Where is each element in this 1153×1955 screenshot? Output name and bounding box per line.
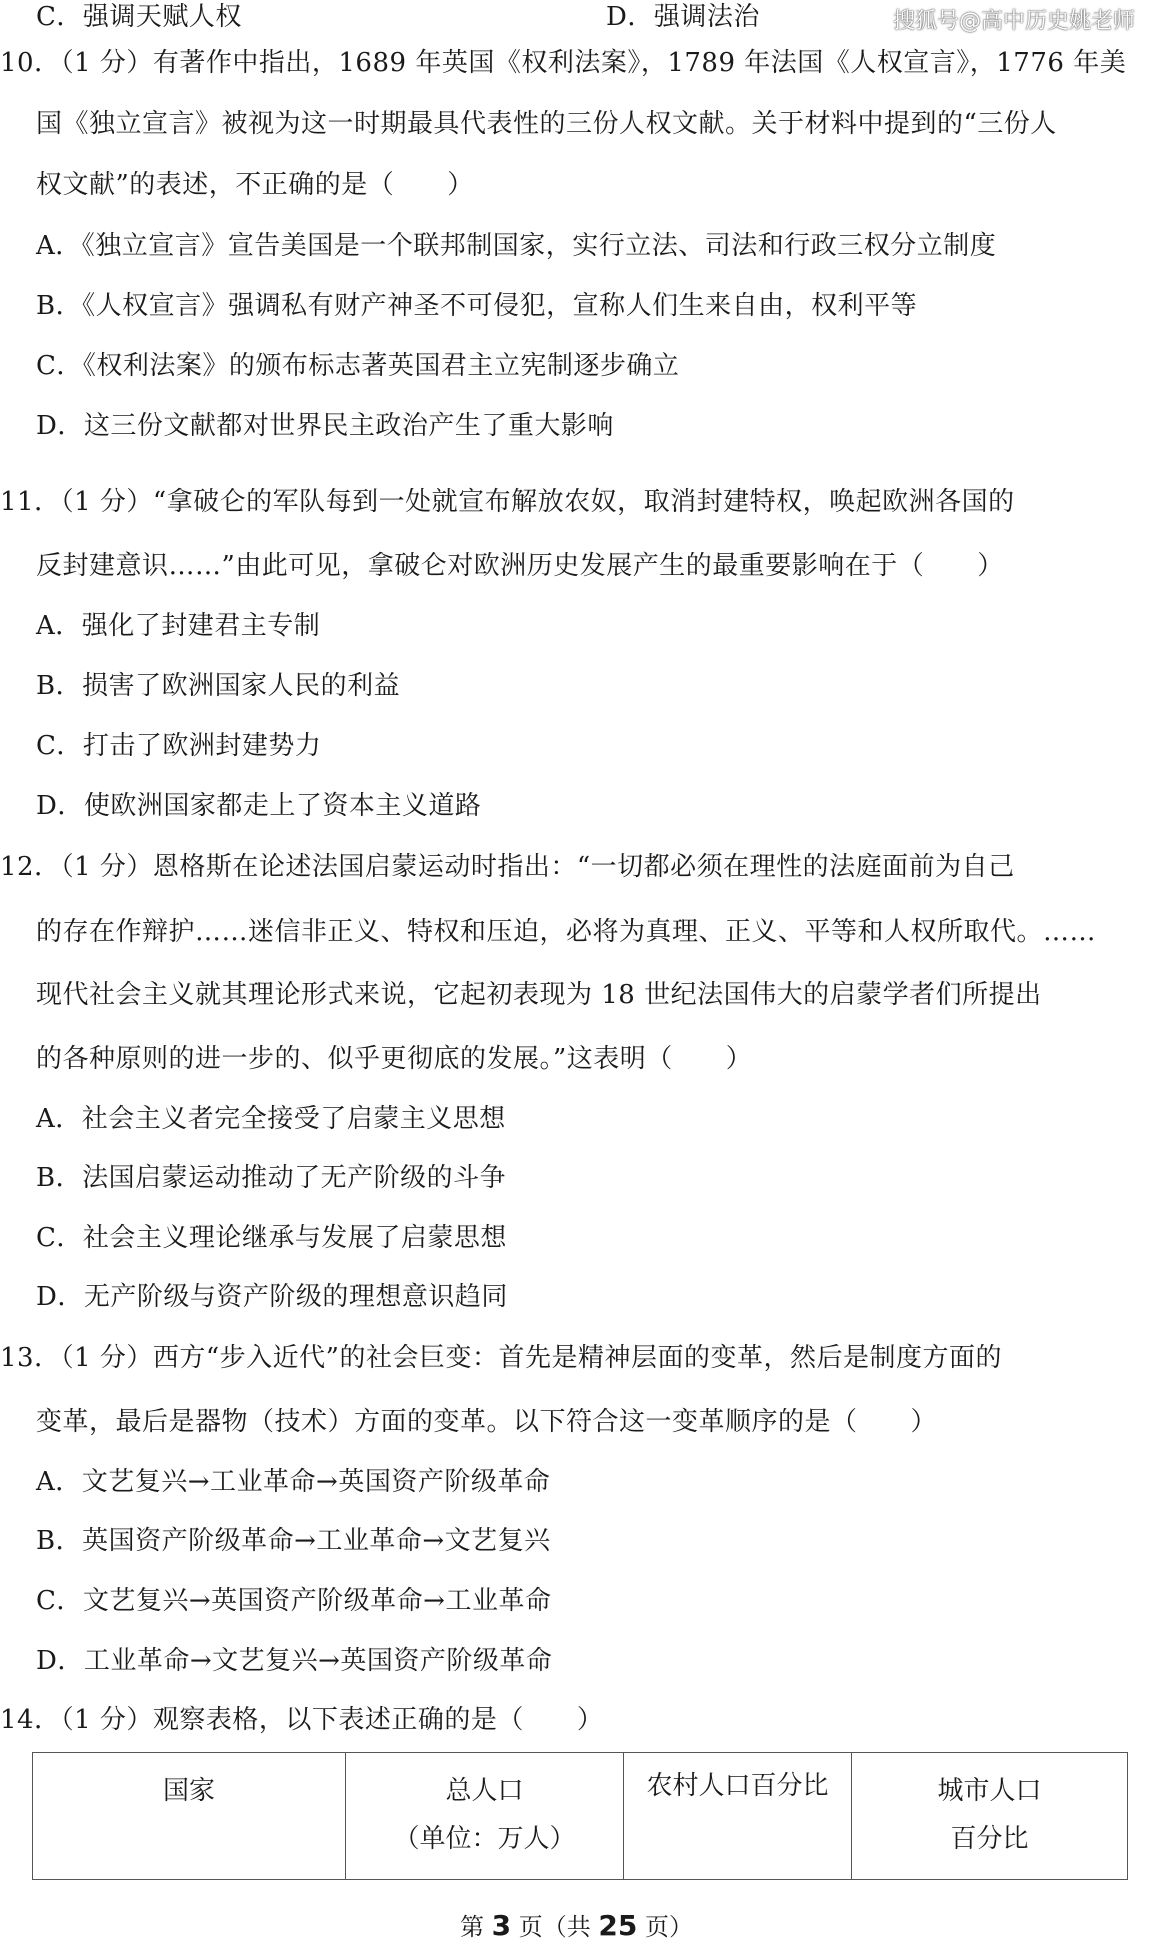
q11-option-b: B．损害了欧洲国家人民的利益 xyxy=(36,671,401,701)
urban-percent-unit: 百分比 xyxy=(950,1824,1029,1854)
q13-option-c: C．文艺复兴→英国资产阶级革命→工业革命 xyxy=(36,1586,552,1616)
q12-option-a: A．社会主义者完全接受了启蒙主义思想 xyxy=(36,1104,506,1134)
q12-stem-line3: 现代社会主义就其理论形式来说，它起初表现为 18 世纪法国伟大的启蒙学者们所提出 xyxy=(36,980,1042,1010)
q10-stem-line2: 国《独立宣言》被视为这一时期最具代表性的三份人权文献。关于材料中提到的“三份人 xyxy=(36,109,1057,139)
footer-page-number: 3 xyxy=(491,1909,512,1942)
table-header-urban-percent xyxy=(852,1753,1128,1880)
urban-percent-label: 城市人口 xyxy=(937,1776,1042,1806)
q13-option-b: B．英国资产阶级革命→工业革命→文艺复兴 xyxy=(36,1526,551,1556)
q12-option-c: C．社会主义理论继承与发展了启蒙思想 xyxy=(36,1223,507,1253)
q12-option-b: B．法国启蒙运动推动了无产阶级的斗争 xyxy=(36,1163,507,1193)
watermark: 搜狐号@高中历史姚老师 xyxy=(892,9,1135,34)
q10-stem-line3: 权文献”的表述，不正确的是（ ） xyxy=(36,170,474,200)
q11-option-c: C．打击了欧洲封建势力 xyxy=(36,731,322,761)
q14-stem-line1: 14．（1 分）观察表格，以下表述正确的是（ ） xyxy=(0,1705,604,1735)
total-population-unit: （单位：万人） xyxy=(393,1824,576,1854)
q13-option-a: A．文艺复兴→工业革命→英国资产阶级革命 xyxy=(36,1467,551,1497)
q13-stem-line1: 13．（1 分）西方“步入近代”的社会巨变：首先是精神层面的变革，然后是制度方面的 xyxy=(0,1343,1002,1373)
option-c-prev: C．强调天赋人权 xyxy=(36,2,242,32)
table-header-row xyxy=(33,1753,1128,1880)
option-d-prev: D．强调法治 xyxy=(606,2,760,32)
q13-stem-line2: 变革，最后是器物（技术）方面的变革。以下符合这一变革顺序的是（ ） xyxy=(36,1407,938,1437)
footer-mid: 页（共 xyxy=(511,1913,599,1941)
total-population-label: 总人口 xyxy=(445,1776,524,1806)
q13-option-d: D．工业革命→文艺复兴→英国资产阶级革命 xyxy=(36,1646,553,1676)
table-header-rural-percent: 农村人口百分比 xyxy=(624,1753,852,1880)
table-header-country: 国家 xyxy=(33,1753,346,1880)
q11-option-d: D．使欧洲国家都走上了资本主义道路 xyxy=(36,791,482,821)
q12-stem-line1: 12．（1 分）恩格斯在论述法国启蒙运动时指出：“一切都必须在理性的法庭面前为自己 xyxy=(0,852,1015,882)
q10-stem-line1: 10．（1 分）有著作中指出，1689 年英国《权利法案》，1789 年法国《人权宣言》，1776 年美 xyxy=(0,48,1127,78)
q11-stem-line2: 反封建意识……”由此可见，拿破仑对欧洲历史发展产生的最重要影响在于（ ） xyxy=(36,551,1004,581)
q12-stem-line2: 的存在作辩护……迷信非正义、特权和压迫，必将为真理、正义、平等和人权所取代。…… xyxy=(36,917,1097,947)
q11-stem-line1: 11．（1 分）“拿破仑的军队每到一处就宣布解放农奴，取消封建特权，唤起欧洲各国的 xyxy=(0,487,1015,517)
q10-option-d: D．这三份文献都对世界民主政治产生了重大影响 xyxy=(36,411,614,441)
footer-total-pages: 25 xyxy=(598,1909,638,1942)
footer-suffix: 页） xyxy=(637,1913,693,1941)
table-header-total-population xyxy=(346,1753,624,1880)
page-footer xyxy=(0,1907,1153,1942)
q10-option-c: C．《权利法案》的颁布标志著英国君主立宪制逐步确立 xyxy=(36,351,680,381)
q12-stem-line4: 的各种原则的进一步的、似乎更彻底的发展。”这表明（ ） xyxy=(36,1044,753,1074)
population-table xyxy=(32,1752,1128,1880)
footer-prefix: 第 xyxy=(460,1913,492,1941)
q10-option-b: B．《人权宣言》强调私有财产神圣不可侵犯，宣称人们生来自由，权利平等 xyxy=(36,291,918,321)
q12-option-d: D．无产阶级与资产阶级的理想意识趋同 xyxy=(36,1282,508,1312)
q10-option-a: A．《独立宣言》宣告美国是一个联邦制国家，实行立法、司法和行政三权分立制度 xyxy=(36,231,997,261)
q11-option-a: A．强化了封建君主专制 xyxy=(36,611,321,641)
